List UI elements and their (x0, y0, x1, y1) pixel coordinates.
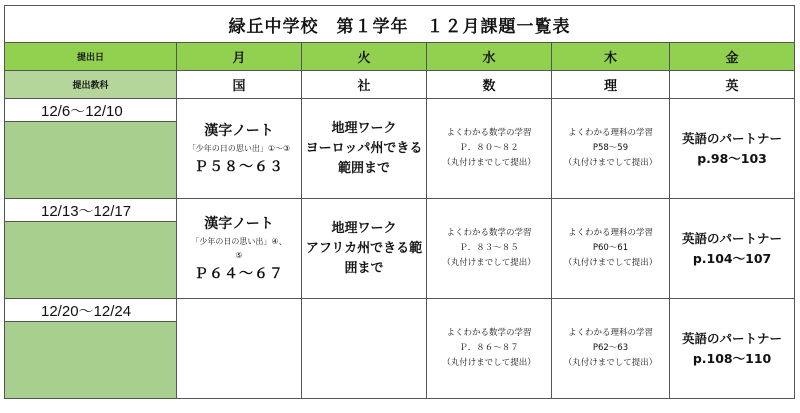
week-1-shakai (302, 99, 427, 199)
kokugo-note-continued: ⑤ (235, 250, 243, 260)
rika-line3: （丸付けまでして提出） (563, 358, 658, 368)
subject-rika: 理 (552, 71, 670, 99)
week-3-kokugo (177, 299, 302, 399)
eigo-line1: 英語のパートナー (682, 330, 783, 346)
kokugo-pages: Ｐ６４～６７ (194, 265, 284, 282)
eigo-line2: p.98～103 (697, 150, 767, 166)
due-date-label: 提出日 (5, 43, 177, 71)
sugaku-line3: （丸付けまでして提出） (442, 358, 536, 368)
week-1-sugaku (427, 99, 552, 199)
sugaku-line2: Ｐ．８６～８７ (459, 343, 519, 353)
rika-line3: （丸付けまでして提出） (563, 158, 658, 168)
day-mon: 月 (177, 43, 302, 71)
sugaku-line2: Ｐ．８０～８２ (459, 143, 519, 153)
kokugo-note: 「少年の日の思い出」①～③ (187, 143, 291, 153)
eigo-line1: 英語のパートナー (682, 230, 783, 246)
subject-kokugo: 国 (177, 71, 302, 99)
shakai-line3: 範囲まで (337, 160, 390, 176)
day-fri: 金 (670, 43, 795, 71)
rika-line2: P58～59 (592, 143, 629, 153)
sugaku-line1: よくわかる数学の学習 (446, 228, 532, 238)
week-1-eigo (670, 99, 795, 199)
day-header-row (5, 43, 795, 71)
assignment-sheet (4, 5, 794, 408)
day-wed: 水 (427, 43, 552, 71)
page-title: 緑丘中学校 第１学年 １２月課題一覧表 (5, 6, 795, 43)
subject-label: 提出教科 (5, 71, 177, 99)
week-2-eigo (670, 199, 795, 299)
subject-shakai: 社 (302, 71, 427, 99)
rika-line1: よくわかる理科の学習 (567, 228, 653, 238)
week-1-kokugo (177, 99, 302, 199)
week-3-date: 12/20～12/24 (5, 299, 177, 322)
week-1-rika (552, 99, 670, 199)
rika-line1: よくわかる理科の学習 (567, 128, 653, 138)
week-3-sugaku (427, 299, 552, 399)
eigo-line1: 英語のパートナー (682, 130, 783, 146)
subject-eigo: 英 (670, 71, 795, 99)
kokugo-title: 漢字ノート (204, 122, 274, 139)
shakai-line3: 囲まで (344, 260, 384, 276)
week-2-sugaku (427, 199, 552, 299)
rika-line2: P62～63 (592, 343, 629, 353)
week-3-shakai (302, 299, 427, 399)
week-2-label-fill (5, 222, 177, 299)
assignment-table (4, 5, 795, 399)
shakai-line2: アフリカ州できる範 (305, 240, 423, 256)
kokugo-title: 漢字ノート (204, 215, 274, 232)
day-tue: 火 (302, 43, 427, 71)
shakai-line2: ヨーロッパ州できる (305, 140, 423, 156)
week-3-rika (552, 299, 670, 399)
subject-sugaku: 数 (427, 71, 552, 99)
sugaku-line3: （丸付けまでして提出） (442, 258, 536, 268)
sugaku-line1: よくわかる数学の学習 (446, 128, 532, 138)
week-2-date: 12/13～12/17 (5, 199, 177, 222)
shakai-line1: 地理ワーク (331, 120, 397, 136)
rika-line2: P60～61 (592, 243, 629, 253)
week-2-rika (552, 199, 670, 299)
week-3-label-fill (5, 322, 177, 399)
week-3-eigo (670, 299, 795, 399)
week-2-shakai (302, 199, 427, 299)
kokugo-note: 「少年の日の思い出」④、 (191, 236, 287, 246)
subject-header-row (5, 71, 795, 99)
week-1-date-row (5, 99, 795, 122)
day-thu: 木 (552, 43, 670, 71)
week-1-label-fill (5, 122, 177, 199)
week-3-date-row (5, 299, 795, 322)
sugaku-line2: Ｐ．８３～８５ (459, 243, 519, 253)
sugaku-line3: （丸付けまでして提出） (442, 158, 536, 168)
rika-line3: （丸付けまでして提出） (563, 258, 658, 268)
eigo-line2: p.108～110 (692, 350, 772, 366)
kokugo-pages: Ｐ５８～６３ (194, 158, 284, 175)
shakai-line1: 地理ワーク (331, 220, 397, 236)
week-1-date: 12/6～12/10 (5, 99, 177, 122)
sugaku-line1: よくわかる数学の学習 (446, 328, 532, 338)
rika-line1: よくわかる理科の学習 (567, 328, 653, 338)
week-2-kokugo (177, 199, 302, 299)
week-2-date-row (5, 199, 795, 222)
eigo-line2: p.104～107 (692, 250, 772, 266)
